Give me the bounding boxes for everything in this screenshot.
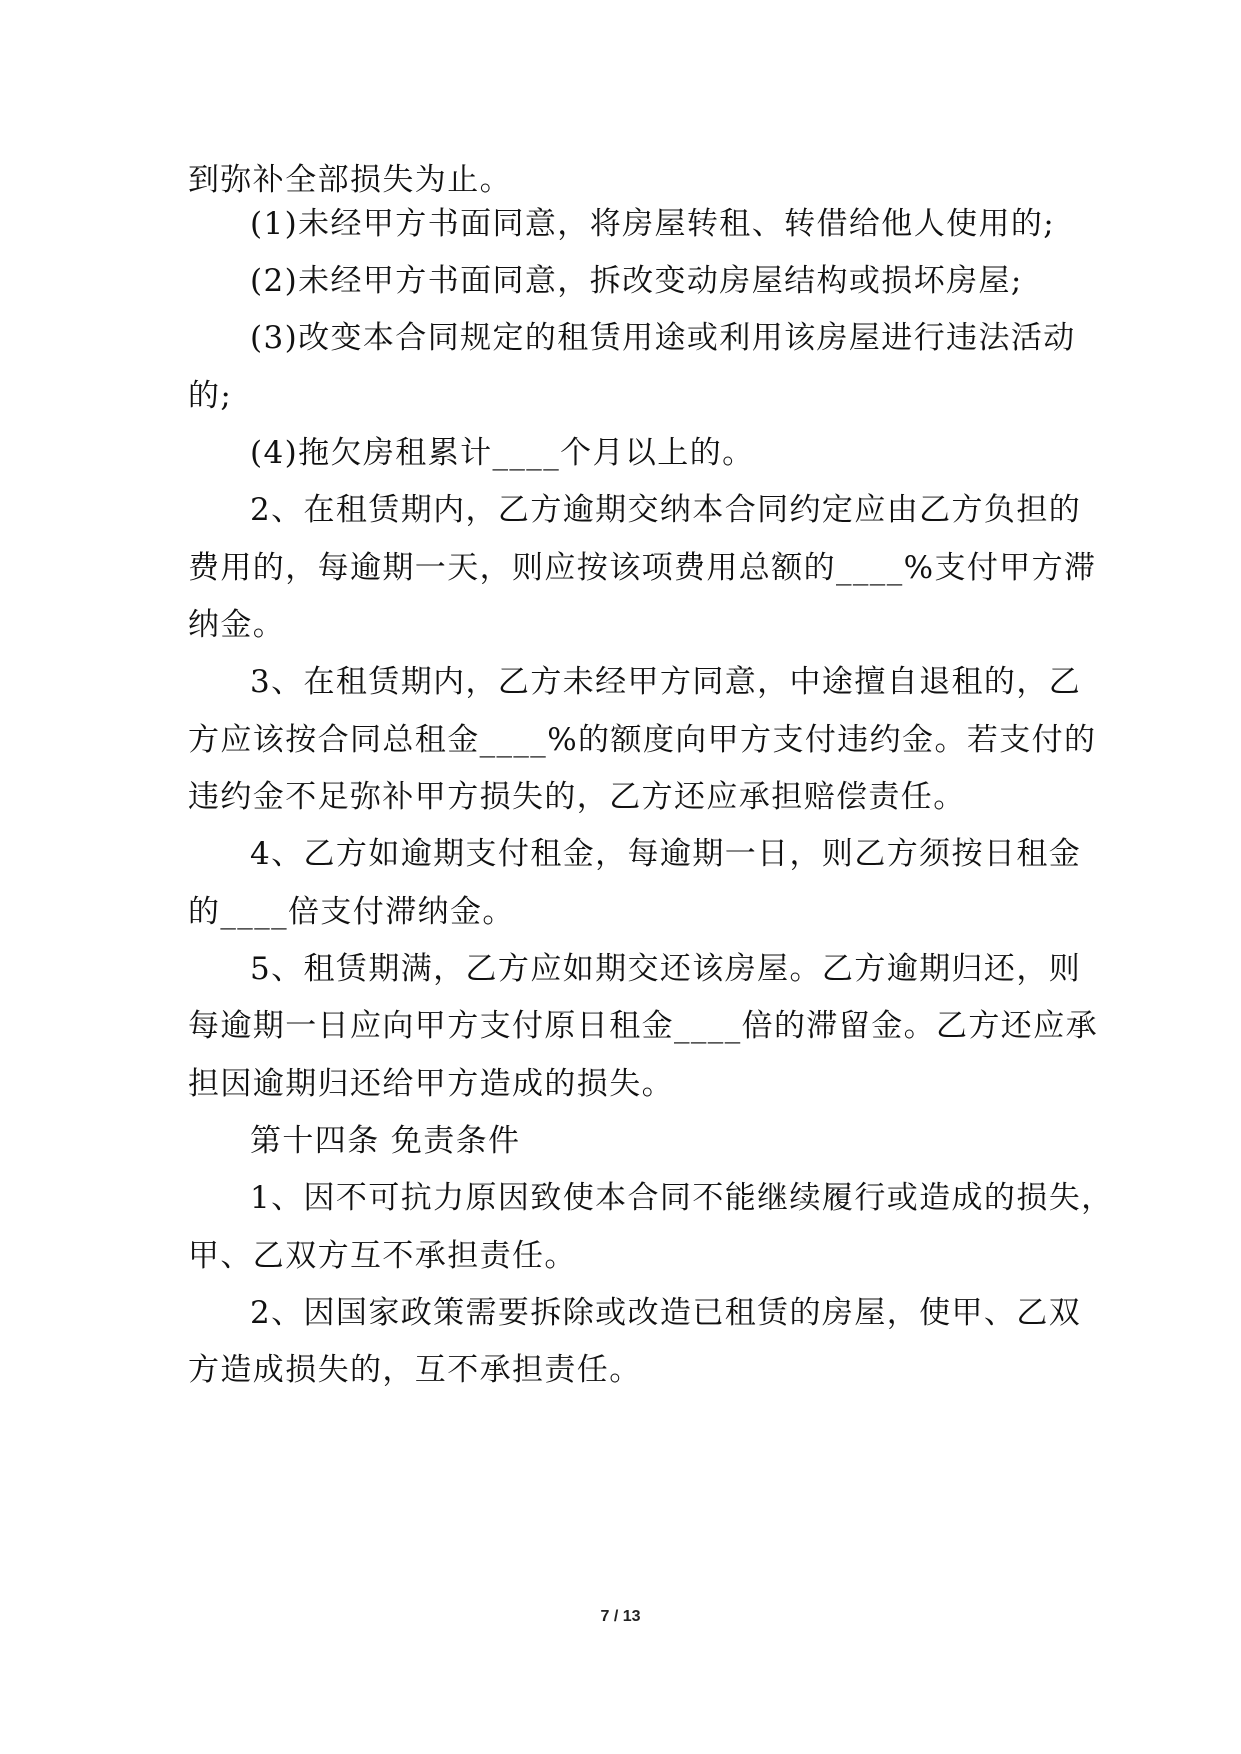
text-line: 担因逾期归还给甲方造成的损失。 xyxy=(188,1066,674,1102)
text-line: (1)未经甲方书面同意，将房屋转租、转借给他人使用的; xyxy=(250,206,1056,242)
text-line: 费用的，每逾期一天，则应按该项费用总额的____%支付甲方滞 xyxy=(188,550,1097,586)
page-number: 7 / 13 xyxy=(600,1608,641,1625)
text-line: 2、因国家政策需要拆除或改造已租赁的房屋，使甲、乙双 xyxy=(250,1295,1082,1331)
text-line: 2、在租赁期内，乙方逾期交纳本合同约定应由乙方负担的 xyxy=(250,492,1082,528)
text-line: 方造成损失的，互不承担责任。 xyxy=(188,1352,642,1388)
section-heading: 第十四条 免责条件 xyxy=(250,1123,521,1159)
text-line: 4、乙方如逾期支付租金，每逾期一日，则乙方须按日租金 xyxy=(250,836,1082,872)
text-line: (4)拖欠房租累计____个月以上的。 xyxy=(250,435,755,471)
text-line: 1、因不可抗力原因致使本合同不能继续履行或造成的损失， xyxy=(250,1180,1114,1216)
text-line: 纳金。 xyxy=(188,607,286,643)
text-line: 5、租赁期满，乙方应如期交还该房屋。乙方逾期归还，则 xyxy=(250,951,1082,987)
text-line: 的; xyxy=(188,378,233,414)
text-line: (2)未经甲方书面同意，拆改变动房屋结构或损坏房屋; xyxy=(250,263,1023,299)
text-line: 方应该按合同总租金____%的额度向甲方支付违约金。若支付的 xyxy=(188,722,1097,758)
text-line: 的____倍支付滞纳金。 xyxy=(188,894,515,930)
text-line: 3、在租赁期内，乙方未经甲方同意，中途擅自退租的，乙 xyxy=(250,664,1082,700)
text-line: (3)改变本合同规定的租赁用途或利用该房屋进行违法活动 xyxy=(250,320,1076,356)
text-line: 每逾期一日应向甲方支付原日租金____倍的滞留金。乙方还应承 xyxy=(188,1008,1098,1044)
text-line: 甲、乙双方互不承担责任。 xyxy=(188,1238,577,1274)
text-line: 违约金不足弥补甲方损失的，乙方还应承担赔偿责任。 xyxy=(188,779,966,815)
text-line: 到弥补全部损失为止。 xyxy=(188,162,512,198)
